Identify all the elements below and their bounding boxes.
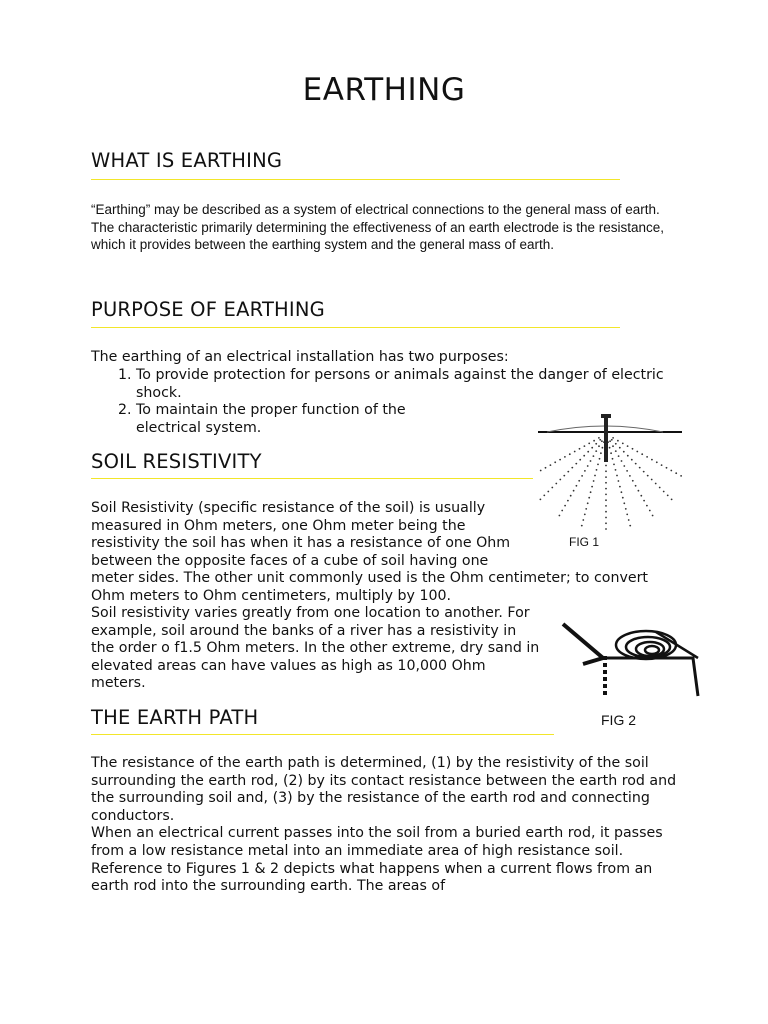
heading-purpose-of-earthing: PURPOSE OF EARTHING [91,298,325,321]
earth-path-text [91,755,681,896]
heading-underline [91,327,620,328]
fig2-caption: FIG 2 [601,712,637,728]
heading-underline [91,478,533,479]
heading-underline [91,179,620,180]
purpose-intro: The earthing of an electrical installation has two purposes: [91,349,509,365]
fig1-earth-rod-diagram [535,410,685,535]
paragraph-what-is-earthing [91,201,681,254]
soil-resistivity-variation: Soil resistivity varies greatly from one location to another. For example, soil around the banks of a river has a resistivity in the order o f1.5 Ohm meters. In the other extreme, dry sand in elevated areas can have values as high as 10,000 Ohm meters. [91,605,540,692]
heading-the-earth-path: THE EARTH PATH [91,706,259,729]
earth-rod [604,416,608,462]
page-title: EARTHING [302,72,466,108]
fig1-caption: FIG 1 [569,535,600,549]
ground-surface-left [563,624,603,664]
heading-soil-resistivity: SOIL RESISTIVITY [91,450,262,473]
list-item: 1. To provide protection for persons or animals against the danger of electric shock. [136,367,676,402]
ground-surface-right [606,658,698,696]
heading-what-is-earthing: WHAT IS EARTHING [91,149,283,172]
soil-resistivity-definition: Soil Resistivity (specific resistance of the soil) is usually measured in Ohm meters, one Ohm meter being the resistivity the soil has when it has a resistance of one Ohm between the opposite faces of a cube of soil having one meter sides. The other unit commonly used is the Ohm centimeter; to convert Ohm meters to Ohm centimeters, multiply by 100. [91,500,648,604]
earth-path-resistance: The resistance of the earth path is determined, (1) by the resistivity of the soil surrounding the earth rod, (2) by its contact resistance between the earth rod and the surrounding soil and, (3) by the resistance of the earth rod and connecting conductors. [91,755,677,824]
definition-text: “Earthing” may be described as a system of electrical connections to the general mass of earth. [91,202,660,217]
rod-cap [601,414,611,418]
fig2-potential-gradient-diagram [558,618,708,706]
characteristic-text: The characteristic primarily determining the effectiveness of an earth electrode is the resistance, which it provides between the earthing system and the general mass of earth. [91,219,665,252]
list-item: 2. To maintain the proper function of the electrical system. [136,402,461,437]
earth-path-current-flow: When an electrical current passes into the soil from a buried earth rod, it passes from a low resistance metal into an immediate area of high resistance soil. Reference to Figures 1 & 2 depicts what happens when a current flows from an earth rod into the surrounding earth. The areas of [91,825,663,895]
heading-underline [91,734,554,735]
